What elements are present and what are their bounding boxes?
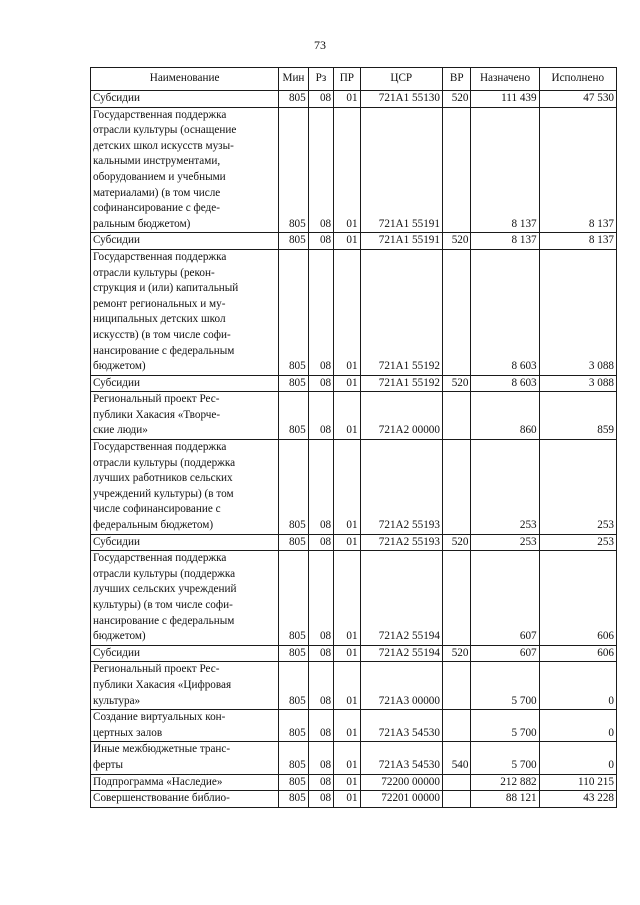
cell-name-line: Субсидии — [93, 646, 140, 659]
cell-csr: 721А3 00000 — [360, 662, 442, 710]
cell-assigned: 88 121 — [471, 791, 539, 808]
cell-assigned: 5 700 — [471, 710, 539, 742]
cell-pr: 01 — [334, 791, 360, 808]
cell-name-line: Субсидии — [93, 92, 140, 104]
cell-name-line: ремонт региональных и му- — [93, 297, 226, 310]
cell-rz: 08 — [308, 645, 333, 662]
cell-name-line: культура» — [93, 694, 141, 707]
cell-pr: 01 — [334, 249, 360, 375]
cell-csr: 72200 00000 — [360, 774, 442, 791]
cell-vr — [442, 662, 470, 710]
cell-name-line: искусств) (в том числе софи- — [93, 328, 231, 341]
cell-assigned: 5 700 — [471, 662, 539, 710]
cell-name — [91, 774, 279, 791]
cell-assigned: 8 137 — [471, 233, 539, 250]
cell-executed: 8 137 — [539, 233, 616, 250]
cell-name-line: Создание виртуальных кон- — [93, 711, 226, 724]
cell-min: 805 — [279, 534, 309, 551]
cell-name — [91, 742, 279, 774]
cell-name — [91, 791, 279, 808]
cell-name-line: отрасли культуры (поддержка — [93, 456, 236, 469]
cell-rz: 08 — [308, 375, 333, 392]
cell-vr — [442, 440, 470, 535]
cell-min: 805 — [279, 249, 309, 375]
cell-vr: 520 — [442, 233, 470, 250]
cell-assigned: 253 — [471, 440, 539, 535]
cell-name-line: публики Хакасия «Цифровая — [93, 678, 232, 691]
cell-min: 805 — [279, 233, 309, 250]
cell-pr: 01 — [334, 662, 360, 710]
cell-min: 805 — [279, 662, 309, 710]
cell-name — [91, 107, 279, 233]
cell-name-line: отрасли культуры (рекон- — [93, 266, 215, 279]
col-header-csr: ЦСР — [360, 68, 442, 91]
cell-executed: 0 — [539, 662, 616, 710]
table-body — [91, 91, 617, 808]
cell-csr: 721А1 55191 — [360, 107, 442, 233]
table-row — [91, 91, 617, 108]
cell-executed: 859 — [539, 392, 616, 440]
cell-pr: 01 — [334, 710, 360, 742]
cell-name-line: отрасли культуры (поддержка — [93, 567, 236, 580]
cell-executed: 606 — [539, 645, 616, 662]
cell-name-line: Субсидии — [93, 535, 140, 548]
cell-name-line: Иные межбюджетные транс- — [93, 743, 231, 756]
cell-assigned: 212 882 — [471, 774, 539, 791]
cell-vr — [442, 249, 470, 375]
cell-name-line: Региональный проект Рес- — [93, 663, 220, 676]
cell-executed: 253 — [539, 440, 616, 535]
table-row — [91, 375, 617, 392]
cell-rz: 08 — [308, 742, 333, 774]
table-row — [91, 662, 617, 710]
cell-csr: 721А2 55193 — [360, 534, 442, 551]
cell-assigned: 8 603 — [471, 375, 539, 392]
cell-name-line: публики Хакасия «Творче- — [93, 408, 221, 421]
cell-pr: 01 — [334, 774, 360, 791]
cell-min: 805 — [279, 440, 309, 535]
budget-table — [90, 67, 617, 808]
cell-executed: 0 — [539, 742, 616, 774]
col-header-pr: ПР — [334, 68, 360, 91]
cell-name-line: струкция и (или) капитальный — [93, 282, 239, 295]
cell-pr: 01 — [334, 107, 360, 233]
cell-min: 805 — [279, 774, 309, 791]
cell-name — [91, 375, 279, 392]
cell-pr: 01 — [334, 233, 360, 250]
cell-name-line: числе софинансирование с — [93, 503, 221, 516]
cell-name-line: учреждений культуры) (в том — [93, 487, 234, 500]
cell-pr: 01 — [334, 91, 360, 108]
table-row — [91, 791, 617, 808]
cell-rz: 08 — [308, 710, 333, 742]
cell-vr: 520 — [442, 375, 470, 392]
table-row — [91, 742, 617, 774]
cell-csr: 72201 00000 — [360, 791, 442, 808]
cell-name-line: отрасли культуры (оснащение — [93, 124, 237, 137]
cell-name-line: Государственная поддержка — [93, 108, 227, 121]
cell-rz: 08 — [308, 91, 333, 108]
cell-name-line: ниципальных детских школ — [93, 313, 226, 326]
cell-name-line: лучших работников сельских — [93, 472, 233, 485]
cell-vr — [442, 392, 470, 440]
table-row — [91, 392, 617, 440]
cell-assigned: 8 137 — [471, 107, 539, 233]
cell-csr: 721А2 55194 — [360, 645, 442, 662]
cell-rz: 08 — [308, 392, 333, 440]
cell-min: 805 — [279, 91, 309, 108]
cell-vr: 520 — [442, 645, 470, 662]
cell-min: 805 — [279, 392, 309, 440]
table-row — [91, 534, 617, 551]
cell-name — [91, 392, 279, 440]
cell-name-line: материалами) (в том числе — [93, 186, 221, 199]
table-row — [91, 774, 617, 791]
cell-name — [91, 91, 279, 108]
cell-min: 805 — [279, 742, 309, 774]
col-header-min: Мин — [279, 68, 309, 91]
cell-assigned: 253 — [471, 534, 539, 551]
cell-vr — [442, 791, 470, 808]
cell-csr: 721А1 55130 — [360, 91, 442, 108]
cell-executed: 8 137 — [539, 107, 616, 233]
cell-vr — [442, 551, 470, 646]
cell-csr: 721А3 54530 — [360, 742, 442, 774]
cell-name-line: Региональный проект Рес- — [93, 393, 220, 406]
cell-rz: 08 — [308, 662, 333, 710]
table-row — [91, 645, 617, 662]
cell-name-line: Субсидии — [93, 376, 140, 389]
cell-name-line: культуры) (в том числе софи- — [93, 599, 233, 611]
cell-rz: 08 — [308, 249, 333, 375]
cell-min: 805 — [279, 375, 309, 392]
cell-assigned: 607 — [471, 551, 539, 646]
cell-name — [91, 645, 279, 662]
cell-csr: 721А1 55192 — [360, 249, 442, 375]
cell-pr: 01 — [334, 742, 360, 774]
cell-pr: 01 — [334, 534, 360, 551]
cell-name-line: оборудованием и учебными — [93, 170, 226, 183]
cell-min: 805 — [279, 710, 309, 742]
cell-vr: 520 — [442, 534, 470, 551]
cell-assigned: 860 — [471, 392, 539, 440]
cell-rz: 08 — [308, 791, 333, 808]
cell-pr: 01 — [334, 551, 360, 646]
cell-csr: 721А2 00000 — [360, 392, 442, 440]
cell-assigned: 111 439 — [471, 91, 539, 108]
cell-min: 805 — [279, 791, 309, 808]
cell-pr: 01 — [334, 375, 360, 392]
cell-name — [91, 710, 279, 742]
table-row — [91, 710, 617, 742]
cell-name-line: кальными инструментами, — [93, 155, 221, 168]
cell-rz: 08 — [308, 440, 333, 535]
col-header-name: Наименование — [91, 68, 279, 91]
col-header-vr: ВР — [442, 68, 470, 91]
table-row — [91, 440, 617, 535]
cell-csr: 721А2 55193 — [360, 440, 442, 535]
col-header-rz: Рз — [308, 68, 333, 91]
cell-pr: 01 — [334, 440, 360, 535]
table-row — [91, 233, 617, 250]
cell-executed: 253 — [539, 534, 616, 551]
cell-name — [91, 534, 279, 551]
cell-name-line: Государственная поддержка — [93, 250, 227, 263]
page-number: 73 — [314, 38, 326, 52]
cell-assigned: 8 603 — [471, 249, 539, 375]
cell-csr: 721А1 55192 — [360, 375, 442, 392]
cell-name-line: бюджетом) — [93, 630, 146, 643]
cell-vr — [442, 774, 470, 791]
cell-name-line: нансирование с федеральным — [93, 344, 235, 357]
table-row — [91, 551, 617, 646]
cell-name-line: цертных залов — [93, 726, 163, 739]
cell-executed: 43 228 — [539, 791, 616, 808]
col-header-assigned: Назначено — [471, 68, 539, 91]
cell-name-line: нансирование с федеральным — [93, 614, 235, 627]
cell-rz: 08 — [308, 534, 333, 551]
cell-name-line: ские люди» — [93, 424, 148, 437]
cell-name-line: детских школ искусств музы- — [93, 139, 234, 152]
cell-name-line: ральным бюджетом) — [93, 217, 191, 230]
cell-rz: 08 — [308, 233, 333, 250]
cell-name — [91, 249, 279, 375]
cell-name-line: Государственная поддержка — [93, 441, 227, 454]
cell-min: 805 — [279, 551, 309, 646]
table-row — [91, 249, 617, 375]
cell-executed: 606 — [539, 551, 616, 646]
cell-executed: 110 215 — [539, 774, 616, 791]
cell-rz: 08 — [308, 774, 333, 791]
cell-rz: 08 — [308, 551, 333, 646]
cell-executed: 3 088 — [539, 375, 616, 392]
cell-min: 805 — [279, 645, 309, 662]
cell-vr — [442, 710, 470, 742]
cell-name-line: бюджетом) — [93, 360, 146, 373]
cell-name-line: федеральным бюджетом) — [93, 519, 214, 532]
cell-name — [91, 440, 279, 535]
table-row — [91, 107, 617, 233]
cell-vr: 540 — [442, 742, 470, 774]
cell-assigned: 607 — [471, 645, 539, 662]
cell-vr — [442, 107, 470, 233]
cell-csr: 721А2 55194 — [360, 551, 442, 646]
cell-csr: 721А3 54530 — [360, 710, 442, 742]
cell-name-line: софинансирование с феде- — [93, 202, 220, 215]
cell-name-line: Государственная поддержка — [93, 552, 227, 565]
cell-name-line: Субсидии — [93, 234, 140, 247]
header-row — [91, 68, 617, 91]
cell-rz: 08 — [308, 107, 333, 233]
cell-name — [91, 662, 279, 710]
cell-pr: 01 — [334, 392, 360, 440]
cell-executed: 47 530 — [539, 91, 616, 108]
cell-name — [91, 551, 279, 646]
cell-name — [91, 233, 279, 250]
cell-executed: 0 — [539, 710, 616, 742]
cell-executed: 3 088 — [539, 249, 616, 375]
cell-csr: 721А1 55191 — [360, 233, 442, 250]
cell-name-line: Совершенствование библио- — [93, 792, 230, 805]
cell-vr: 520 — [442, 91, 470, 108]
cell-pr: 01 — [334, 645, 360, 662]
cell-name-line: ферты — [93, 758, 124, 771]
cell-assigned: 5 700 — [471, 742, 539, 774]
cell-min: 805 — [279, 107, 309, 233]
cell-name-line: лучших сельских учреждений — [93, 583, 237, 596]
cell-name-line: Подпрограмма «Наследие» — [93, 775, 223, 788]
col-header-executed: Исполнено — [539, 68, 616, 91]
